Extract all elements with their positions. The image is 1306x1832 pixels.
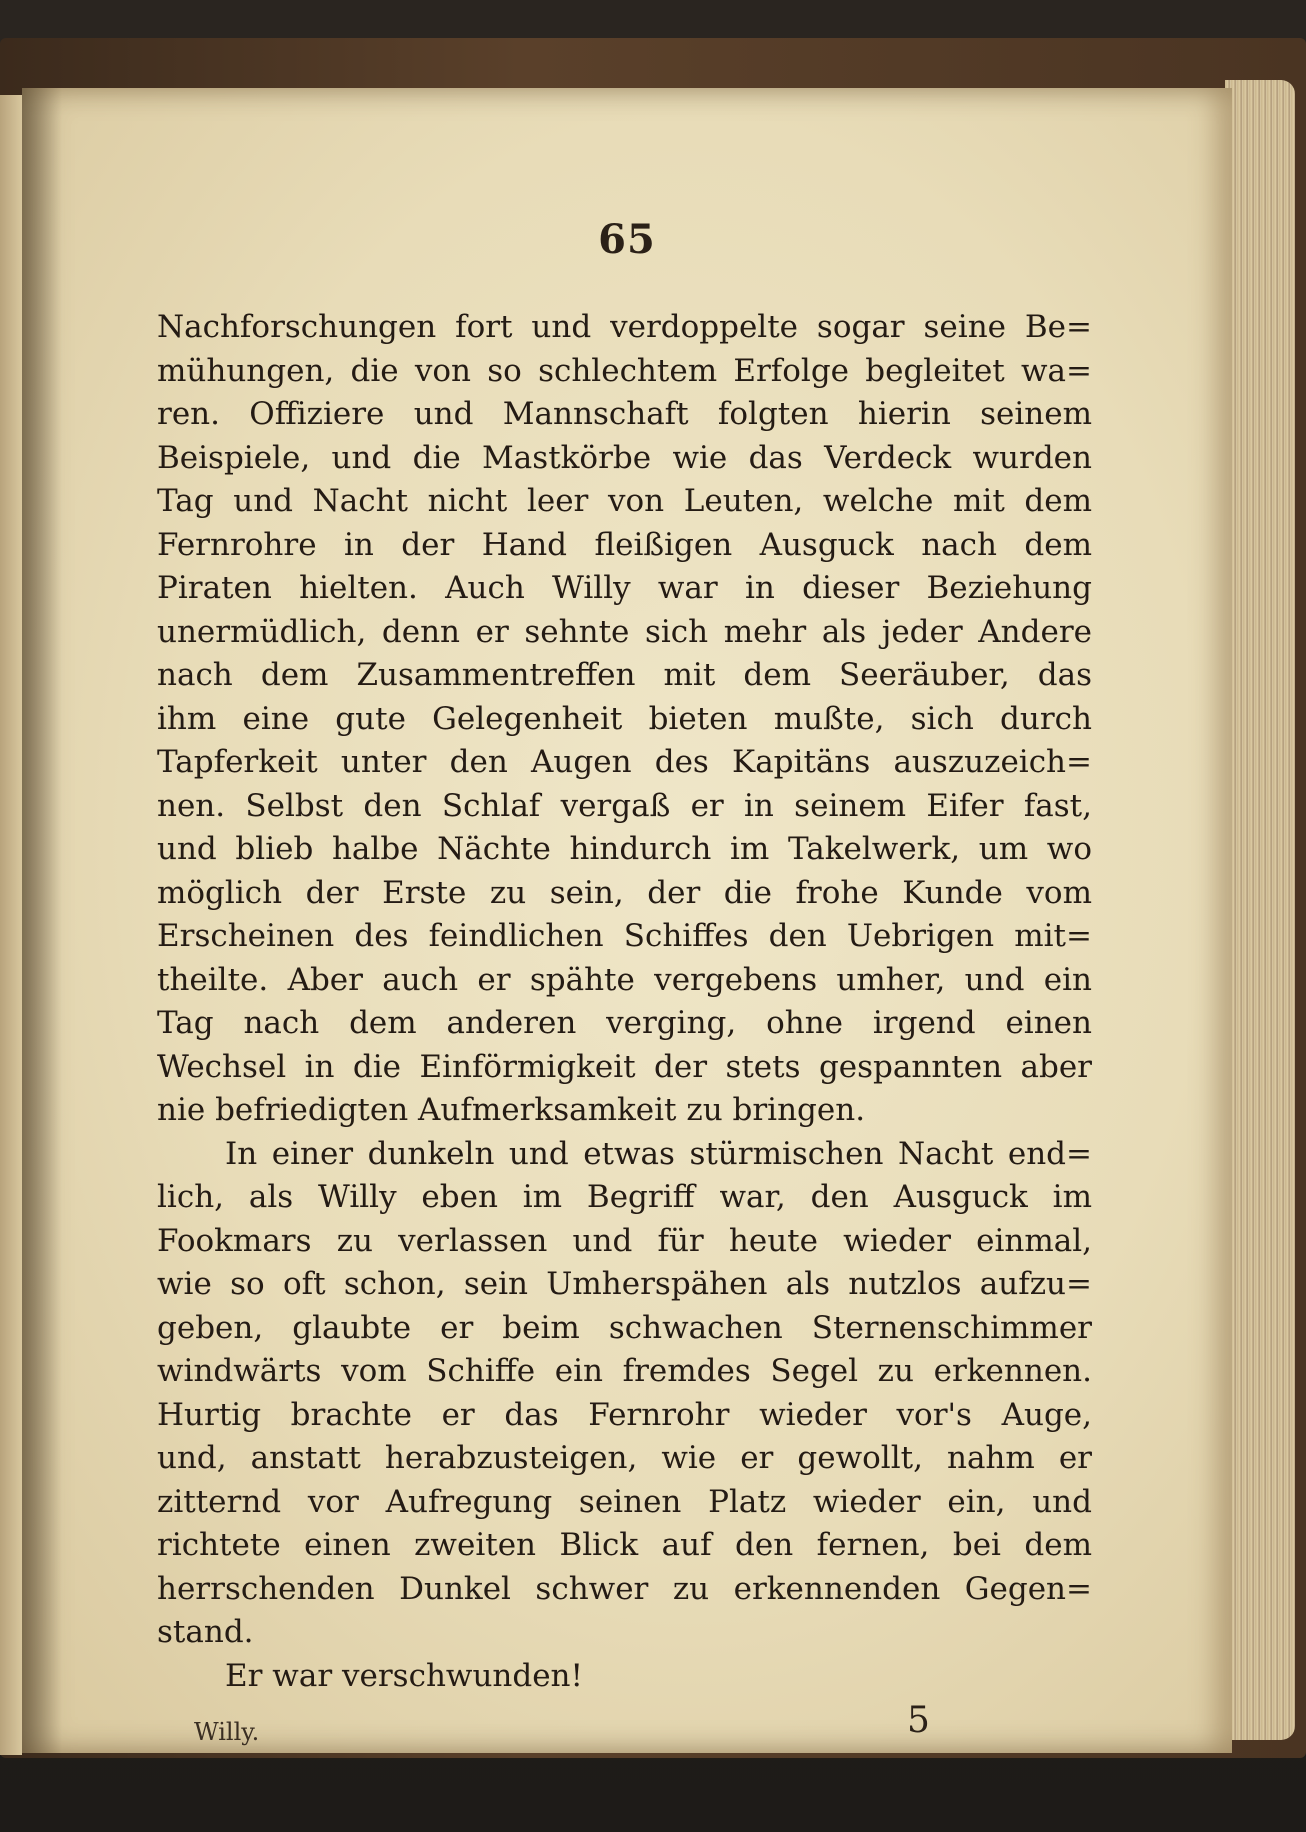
page-number: 65 — [598, 216, 656, 263]
sheet-number: 5 — [907, 1700, 930, 1741]
text-line: wie so oft schon, sein Umherspähen als nutzlos aufzu= — [157, 1266, 1092, 1302]
text-line: Fernrohre in der Hand fleißigen Ausguck nach dem — [157, 526, 1092, 563]
text-line: Tag und Nacht nicht leer von Leuten, welche mit dem — [157, 483, 1092, 519]
text-line: und, anstatt herabzusteigen, wie er gewollt, nahm er — [157, 1440, 1092, 1476]
text-line: In einer dunkeln und etwas stürmischen Nacht end= — [225, 1135, 1092, 1172]
text-line: lich, als Willy eben im Begriff war, den Ausguck im — [157, 1179, 1092, 1215]
gutter-shadow — [22, 88, 62, 1753]
text-line: Piraten hielten. Auch Willy war in dieser Beziehung — [157, 570, 1092, 606]
text-line: Hurtig brachte er das Fernrohr wieder vor's Auge, — [157, 1396, 1092, 1433]
text-line: stand. — [157, 1614, 254, 1650]
text-line: ihm eine gute Gelegenheit bieten mußte, sich durch — [157, 700, 1092, 737]
text-line: unermüdlich, denn er sehnte sich mehr als jeder Andere — [157, 613, 1092, 650]
facing-page-edge — [0, 95, 22, 1755]
body-text — [157, 306, 1092, 1698]
paragraph — [157, 1655, 1092, 1699]
text-line: Tapferkeit unter den Augen des Kapitäns auszuzeich= — [157, 744, 1092, 780]
page-edges — [1225, 80, 1295, 1740]
text-line: möglich der Erste zu sein, der die frohe Kunde vom — [157, 874, 1092, 911]
text-line: theilte. Aber auch er spähte vergebens umher, und ein — [157, 961, 1092, 998]
text-line: geben, glaubte er beim schwachen Sternenschimmer — [157, 1309, 1092, 1346]
text-line: nach dem Zusammentreffen mit dem Seeräuber, das — [157, 657, 1092, 693]
text-line: Nachforschungen fort und verdoppelte sogar seine Be= — [157, 309, 1092, 345]
text-line: und blieb halbe Nächte hindurch im Takelwerk, um wo — [157, 831, 1092, 867]
text-line: Beispiele, und die Mastkörbe wie das Verdeck wurden — [157, 439, 1092, 476]
text-line: Wechsel in die Einförmigkeit der stets gespannten aber — [157, 1048, 1092, 1085]
signature-mark: Willy. — [194, 1718, 260, 1746]
text-line: nen. Selbst den Schlaf vergaß er in seinem Eifer fast, — [157, 787, 1092, 824]
text-line: Tag nach dem anderen verging, ohne irgend einen — [157, 1005, 1092, 1041]
text-line: richtete einen zweiten Blick auf den fernen, bei dem — [157, 1527, 1092, 1563]
text-line: Erscheinen des feindlichen Schiffes den Uebrigen mit= — [157, 918, 1092, 954]
text-line: nie befriedigten Aufmerksamkeit zu bringen. — [157, 1092, 866, 1128]
text-line: herrschenden Dunkel schwer zu erkennenden Gegen= — [157, 1570, 1092, 1607]
text-line: Er war verschwunden! — [225, 1657, 583, 1694]
text-line: zitternd vor Aufregung seinen Platz wieder ein, und — [157, 1483, 1092, 1520]
text-line: Fookmars zu verlassen und für heute wieder einmal, — [157, 1222, 1092, 1259]
book-page — [22, 88, 1232, 1753]
text-line: windwärts vom Schiffe ein fremdes Segel zu erkennen. — [157, 1353, 1092, 1389]
paragraph — [157, 306, 1092, 1133]
text-line: mühungen, die von so schlechtem Erfolge begleitet wa= — [157, 352, 1092, 389]
paragraph — [157, 1133, 1092, 1655]
text-line: ren. Offiziere und Mannschaft folgten hierin seinem — [157, 396, 1092, 432]
